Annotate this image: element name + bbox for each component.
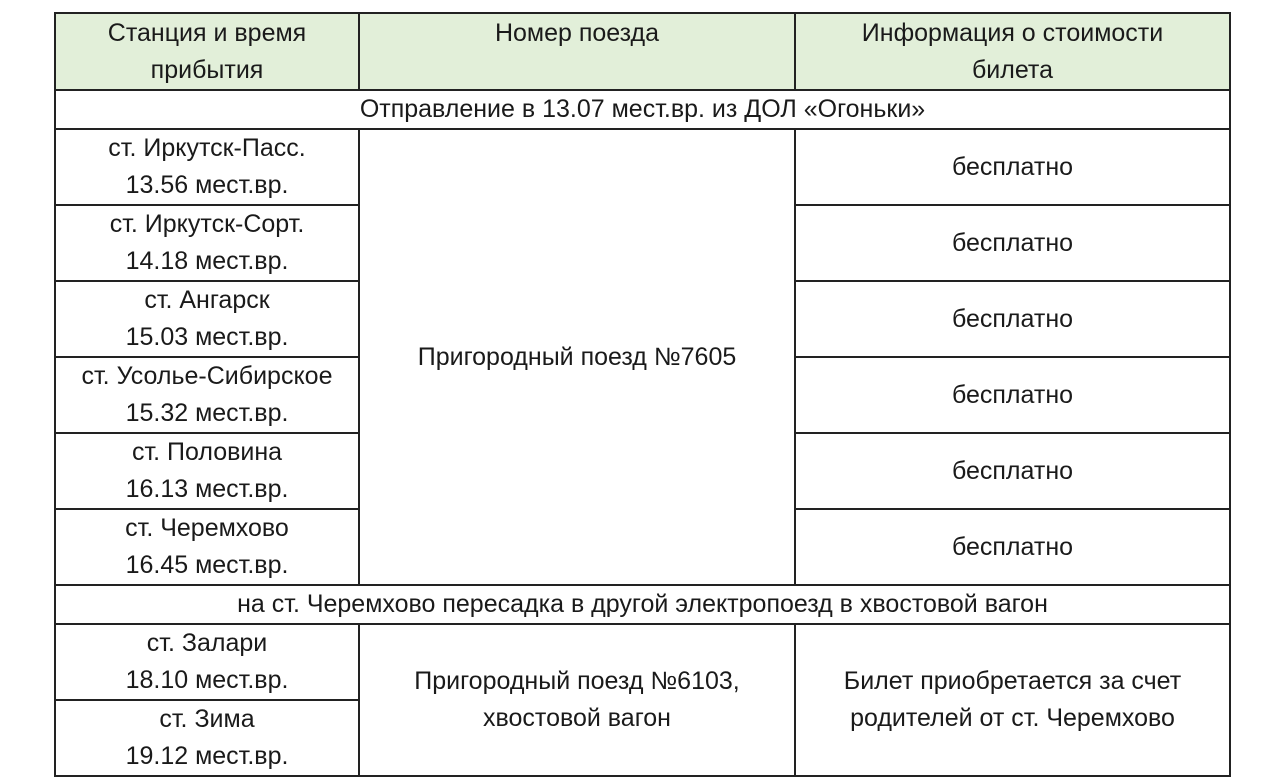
station-name: ст. Иркутск-Сорт. bbox=[109, 210, 305, 238]
table-row bbox=[55, 624, 1230, 700]
station-cell bbox=[55, 624, 359, 700]
header-ticket-info bbox=[795, 13, 1230, 90]
station-name: ст. Черемхово bbox=[125, 514, 289, 542]
train-6103-line1: Пригородный поезд №6103, bbox=[414, 667, 740, 695]
train-6103-line2: хвостовой вагон bbox=[483, 704, 671, 732]
station-cell bbox=[55, 433, 359, 509]
station-time: 16.13 мест.вр. bbox=[125, 475, 289, 503]
schedule-table bbox=[54, 12, 1231, 777]
station-name: ст. Ангарск bbox=[144, 286, 270, 314]
departure-note: Отправление в 13.07 мест.вр. из ДОЛ «Огоньки» bbox=[55, 90, 1230, 129]
station-cell bbox=[55, 205, 359, 281]
price-cell: бесплатно bbox=[795, 129, 1230, 205]
station-time: 15.32 мест.вр. bbox=[125, 399, 289, 427]
station-cell bbox=[55, 357, 359, 433]
header-station-line2: прибытия bbox=[150, 56, 264, 84]
station-time: 15.03 мест.вр. bbox=[125, 323, 289, 351]
header-row bbox=[55, 13, 1230, 90]
train-7605-cell: Пригородный поезд №7605 bbox=[359, 129, 795, 585]
station-name: ст. Залари bbox=[146, 629, 268, 657]
price-cell: бесплатно bbox=[795, 281, 1230, 357]
table-row bbox=[55, 129, 1230, 205]
price-cell: бесплатно bbox=[795, 357, 1230, 433]
station-cell bbox=[55, 700, 359, 776]
header-station-time bbox=[55, 13, 359, 90]
price-cell: бесплатно bbox=[795, 205, 1230, 281]
paid-ticket-cell bbox=[795, 624, 1230, 776]
station-time: 18.10 мест.вр. bbox=[125, 666, 289, 694]
station-time: 19.12 мест.вр. bbox=[125, 742, 289, 770]
header-station-line1: Станция и время bbox=[107, 19, 307, 47]
station-name: ст. Зима bbox=[159, 705, 255, 733]
transfer-note: на ст. Черемхово пересадка в другой электропоезд в хвостовой вагон bbox=[55, 585, 1230, 624]
header-train-label: Номер поезда bbox=[494, 19, 660, 47]
price-cell: бесплатно bbox=[795, 433, 1230, 509]
station-cell bbox=[55, 509, 359, 585]
price-cell: бесплатно bbox=[795, 509, 1230, 585]
station-cell bbox=[55, 129, 359, 205]
paid-ticket-line2: родителей от ст. Черемхово bbox=[850, 704, 1175, 732]
station-name: ст. Половина bbox=[131, 438, 283, 466]
station-name: ст. Усолье-Сибирское bbox=[81, 362, 333, 390]
paid-ticket-line1: Билет приобретается за счет bbox=[843, 667, 1182, 695]
header-ticket-line1: Информация о стоимости bbox=[861, 19, 1164, 47]
train-6103-cell bbox=[359, 624, 795, 776]
header-ticket-line2: билета bbox=[971, 56, 1054, 84]
departure-row bbox=[55, 90, 1230, 129]
transfer-row bbox=[55, 585, 1230, 624]
station-time: 14.18 мест.вр. bbox=[125, 247, 289, 275]
station-name: ст. Иркутск-Пасс. bbox=[108, 134, 306, 162]
station-cell bbox=[55, 281, 359, 357]
station-time: 13.56 мест.вр. bbox=[125, 171, 289, 199]
station-time: 16.45 мест.вр. bbox=[125, 551, 289, 579]
header-train-number bbox=[359, 13, 795, 90]
